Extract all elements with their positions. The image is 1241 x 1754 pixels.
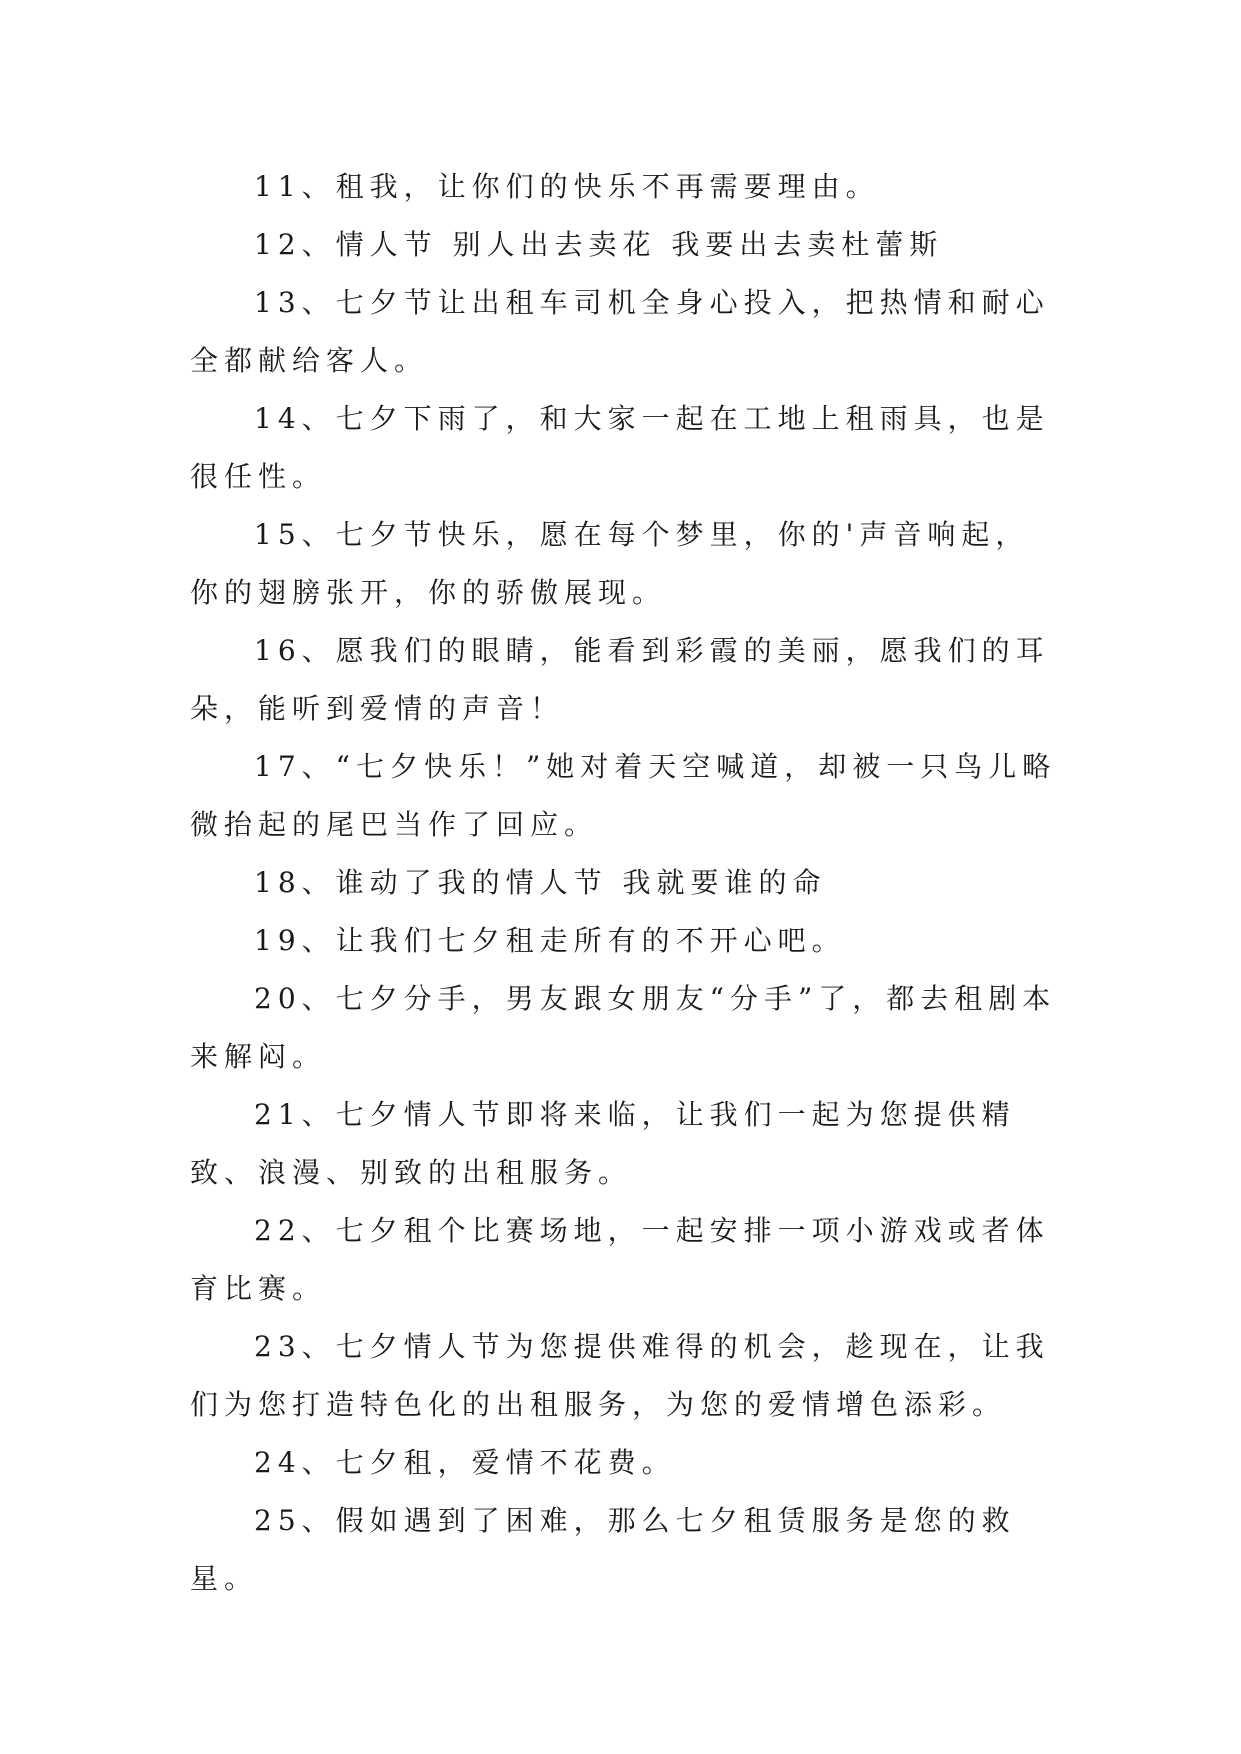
paragraph-15: 15、七夕节快乐，愿在每个梦里，你的'声音响起，你的翅膀张开，你的骄傲展现。 [190,518,1030,609]
paragraph-21: 21、七夕情人节即将来临，让我们一起为您提供精致、浪漫、别致的出租服务。 [190,1098,1016,1189]
paragraph-16: 16、愿我们的眼睛，能看到彩霞的美丽，愿我们的耳朵，能听到爱情的声音！ [190,634,1050,725]
paragraph-18: 18、谁动了我的情人节 我就要谁的命 [254,866,827,899]
paragraph-25: 25、假如遇到了困难，那么七夕租赁服务是您的救星。 [190,1504,1016,1595]
paragraph-13: 13、七夕节让出租车司机全身心投入，把热情和耐心全都献给客人。 [190,286,1050,377]
paragraph-20: 20、七夕分手，男友跟女朋友“分手”了，都去租剧本来解闷。 [190,982,1057,1073]
paragraph-12: 12、情人节 别人出去卖花 我要出去卖杜蕾斯 [254,228,944,261]
paragraph-22: 22、七夕租个比赛场地，一起安排一项小游戏或者体育比赛。 [190,1214,1050,1305]
paragraph-24: 24、七夕租，爱情不花费。 [254,1446,676,1479]
paragraph-11: 11、租我，让你们的快乐不再需要理由。 [254,170,880,203]
document-body [190,158,1060,1608]
paragraph-17: 17、“七夕快乐！”她对着天空喊道，却被一只鸟儿略微抬起的尾巴当作了回应。 [190,750,1057,841]
paragraph-23: 23、七夕情人节为您提供难得的机会，趁现在，让我们为您打造特色化的出租服务，为您的爱情增色添彩。 [190,1330,1050,1421]
paragraph-19: 19、让我们七夕租走所有的不开心吧。 [254,924,846,957]
paragraph-14: 14、七夕下雨了，和大家一起在工地上租雨具，也是很任性。 [190,402,1050,493]
